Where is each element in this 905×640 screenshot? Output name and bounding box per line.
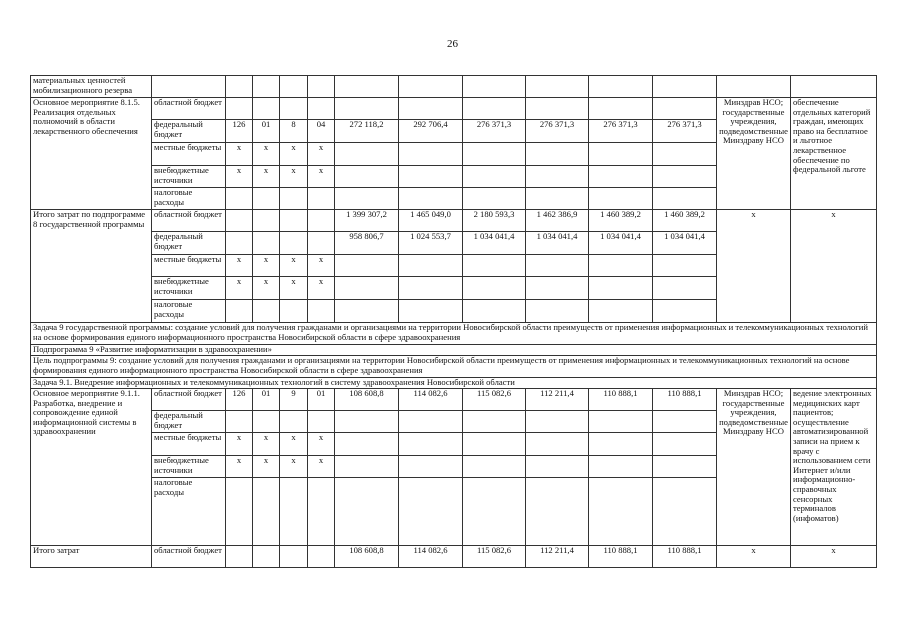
- x-mark: x: [226, 255, 253, 277]
- code-gp: 126: [226, 389, 253, 411]
- value-cell: 1 034 041,4: [653, 232, 717, 255]
- x-mark: x: [226, 277, 253, 300]
- code-gp: 01: [253, 120, 280, 143]
- value-cell: 110 888,1: [589, 546, 653, 568]
- x-mark: x: [253, 456, 280, 478]
- expected-result: обеспечение отдельных категорий граждан, имеющих право на бесплатное и льготное лекарственное обеспечение по федеральной льготе: [791, 98, 877, 210]
- x-mark: x: [253, 433, 280, 456]
- x-mark: x: [717, 210, 791, 323]
- x-mark: x: [308, 255, 335, 277]
- row-text: материальных ценностей мобилизационного резерва: [31, 76, 152, 98]
- value-cell: 1 034 041,4: [463, 232, 526, 255]
- x-mark: x: [226, 456, 253, 478]
- value-cell: 272 118,2: [335, 120, 399, 143]
- code-om: 04: [308, 120, 335, 143]
- funding-source: областной бюджет: [152, 389, 226, 411]
- x-mark: x: [308, 143, 335, 166]
- funding-source: внебюджетные источники: [152, 277, 226, 300]
- value-cell: 110 888,1: [653, 389, 717, 411]
- table-row: [31, 356, 877, 378]
- value-cell: 276 371,3: [589, 120, 653, 143]
- funding-source: областной бюджет: [152, 210, 226, 232]
- value-cell: 1 462 386,9: [526, 210, 589, 232]
- x-mark: x: [253, 255, 280, 277]
- code-pp: 8: [280, 120, 308, 143]
- value-cell: 112 211,4: [526, 546, 589, 568]
- funding-source: местные бюджеты: [152, 433, 226, 456]
- x-mark: x: [308, 166, 335, 188]
- expected-result: ведение электронных медицинских карт пациентов; осуществление автоматизированной записи на прием к врачу с использованием сети Интернет и/или информационно-справочных сенсорных терминалов (инфоматов): [791, 389, 877, 546]
- value-cell: 1 460 389,2: [589, 210, 653, 232]
- x-mark: x: [253, 143, 280, 166]
- table-row: [31, 389, 877, 411]
- value-cell: 112 211,4: [526, 389, 589, 411]
- task-9: Задача 9 государственной программы: создание условий для получения гражданами и организациями на территории Новосибирской области преимуществ от применения информационных и телекоммуникационных технологий на основе формирования единого информационного пространства Новосибирской области в сфере здравоохранения: [31, 323, 877, 345]
- funding-source: внебюджетные источники: [152, 166, 226, 188]
- value-cell: 1 399 307,2: [335, 210, 399, 232]
- funding-source: федеральный бюджет: [152, 120, 226, 143]
- x-mark: x: [280, 433, 308, 456]
- value-cell: 114 082,6: [399, 546, 463, 568]
- value-cell: 292 706,4: [399, 120, 463, 143]
- value-cell: 276 371,3: [526, 120, 589, 143]
- value-cell: 110 888,1: [589, 389, 653, 411]
- x-mark: x: [280, 277, 308, 300]
- activity-name: Основное мероприятие 8.1.5. Реализация отдельных полномочий в области лекарственного обеспечения: [31, 98, 152, 210]
- x-mark: x: [791, 210, 877, 323]
- total-name: Итого затрат: [31, 546, 152, 568]
- code-pp: 9: [280, 389, 308, 411]
- funding-source: налоговые расходы: [152, 478, 226, 546]
- activity-name: Основное мероприятие 9.1.1. Разработка, внедрение и сопровождение единой информационной системы в здравоохранении: [31, 389, 152, 546]
- x-mark: x: [280, 255, 308, 277]
- subprogram-9: Подпрограмма 9 «Развитие информатизации в здравоохранении»: [31, 345, 877, 356]
- x-mark: x: [280, 166, 308, 188]
- code-gp: 01: [253, 389, 280, 411]
- x-mark: x: [226, 143, 253, 166]
- funding-source: внебюджетные источники: [152, 456, 226, 478]
- x-mark: x: [226, 433, 253, 456]
- table-row: [31, 378, 877, 389]
- value-cell: 108 608,8: [335, 546, 399, 568]
- value-cell: 1 460 389,2: [653, 210, 717, 232]
- x-mark: x: [253, 166, 280, 188]
- table-row: [31, 345, 877, 356]
- x-mark: x: [226, 166, 253, 188]
- x-mark: x: [717, 546, 791, 568]
- value-cell: 958 806,7: [335, 232, 399, 255]
- executor: Минздрав НСО; государственные учреждения, подведомственные Минздраву НСО: [717, 98, 791, 210]
- total-name: Итого затрат по подпрограмме 8 государственной программы: [31, 210, 152, 323]
- value-cell: 110 888,1: [653, 546, 717, 568]
- value-cell: 108 608,8: [335, 389, 399, 411]
- funding-source: областной бюджет: [152, 546, 226, 568]
- value-cell: 2 180 593,3: [463, 210, 526, 232]
- funding-source: налоговые расходы: [152, 188, 226, 210]
- funding-source: налоговые расходы: [152, 300, 226, 323]
- table-row: [31, 323, 877, 345]
- value-cell: 1 034 041,4: [526, 232, 589, 255]
- x-mark: x: [280, 456, 308, 478]
- funding-source: местные бюджеты: [152, 143, 226, 166]
- x-mark: x: [308, 433, 335, 456]
- x-mark: x: [280, 143, 308, 166]
- task-9-1: Задача 9.1. Внедрение информационных и телекоммуникационных технологий в систему здравоохранения Новосибирской области: [31, 378, 877, 389]
- executor: Минздрав НСО; государственные учреждения, подведомственные Минздраву НСО: [717, 389, 791, 546]
- funding-source: местные бюджеты: [152, 255, 226, 277]
- funding-source: областной бюджет: [152, 98, 226, 120]
- program-table: [30, 75, 877, 568]
- page-number: 26: [447, 38, 458, 50]
- value-cell: 1 024 553,7: [399, 232, 463, 255]
- value-cell: 276 371,3: [463, 120, 526, 143]
- table-row: [31, 76, 877, 98]
- table-row: [31, 210, 877, 232]
- goal-9: Цель подпрограммы 9: создание условий для получения гражданами и организациями на территории Новосибирской области преимуществ от применения информационных и телекоммуникационных технологий на основе формирования единого информационного пространства Новосибирской области в сфере здравоохранения: [31, 356, 877, 378]
- code-om: 01: [308, 389, 335, 411]
- table-row: [31, 98, 877, 120]
- table-row: [31, 546, 877, 568]
- x-mark: x: [308, 456, 335, 478]
- x-mark: x: [791, 546, 877, 568]
- value-cell: 1 034 041,4: [589, 232, 653, 255]
- value-cell: 1 465 049,0: [399, 210, 463, 232]
- x-mark: x: [308, 277, 335, 300]
- value-cell: 276 371,3: [653, 120, 717, 143]
- value-cell: 115 082,6: [463, 389, 526, 411]
- x-mark: x: [253, 277, 280, 300]
- code-gp: 126: [226, 120, 253, 143]
- funding-source: федеральный бюджет: [152, 411, 226, 433]
- value-cell: 114 082,6: [399, 389, 463, 411]
- value-cell: 115 082,6: [463, 546, 526, 568]
- funding-source: федеральный бюджет: [152, 232, 226, 255]
